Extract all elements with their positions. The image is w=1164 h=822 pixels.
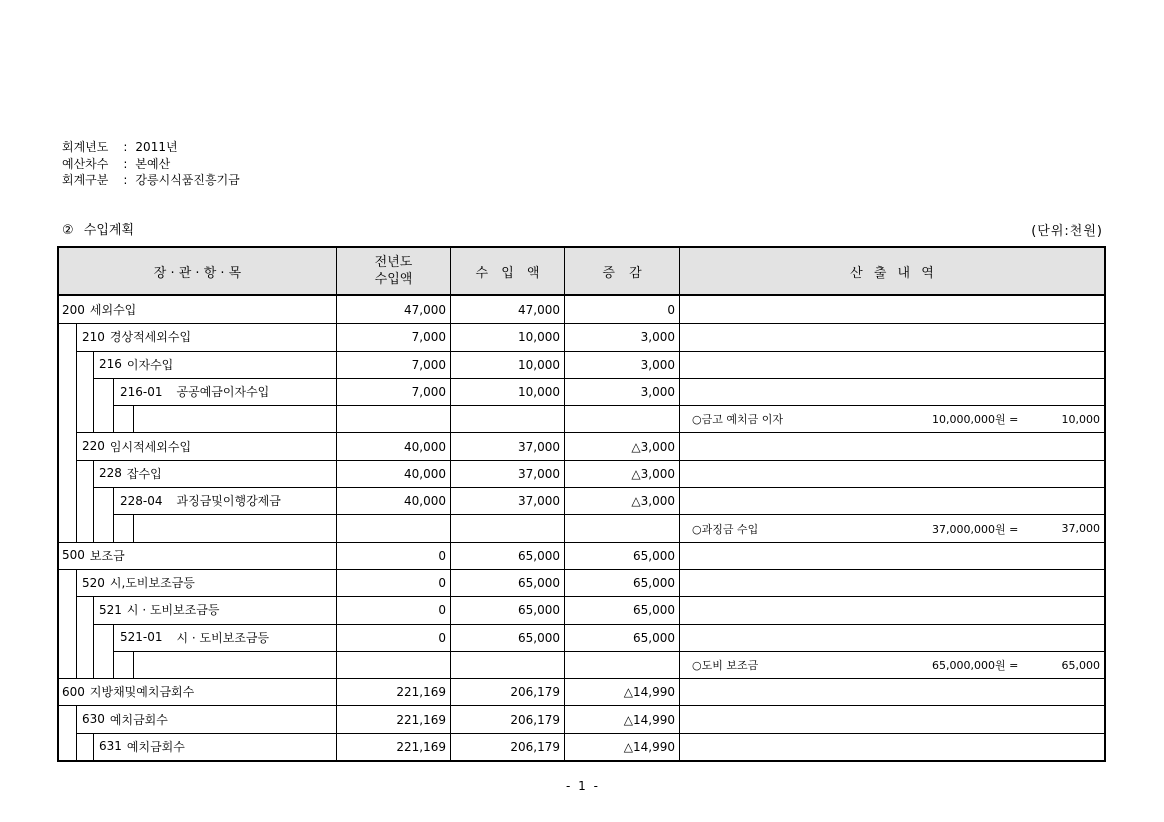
revenue-amount: 65,000	[450, 624, 564, 651]
breakdown-cell	[679, 351, 1104, 378]
account-cell	[59, 378, 336, 405]
table-row	[59, 624, 1104, 651]
table-row	[59, 378, 1104, 405]
account-name: 지방채및예치금회수	[89, 685, 195, 700]
account-code: 600	[62, 684, 85, 699]
account-name: 보조금	[89, 548, 125, 563]
breakdown-calculation: 37,000,000원 =	[932, 522, 1019, 536]
breakdown-cell	[679, 678, 1104, 705]
breakdown-cell	[679, 487, 1104, 514]
breakdown-cell	[679, 705, 1104, 732]
header-breakdown: 산 출 내 역	[679, 248, 1104, 294]
revenue-amount: 206,179	[450, 678, 564, 705]
table-row	[59, 487, 1104, 514]
breakdown-cell	[679, 569, 1104, 596]
breakdown-cell	[679, 460, 1104, 487]
revenue-amount: 65,000	[450, 596, 564, 623]
account-code: 520	[82, 575, 105, 590]
prev-year-revenue: 0	[336, 624, 450, 651]
breakdown-amount: 37,000	[1061, 522, 1100, 536]
table-row	[59, 432, 1104, 459]
prev-year-revenue: 40,000	[336, 460, 450, 487]
table-row	[59, 733, 1104, 760]
revenue-amount: 10,000	[450, 351, 564, 378]
table-row	[59, 460, 1104, 487]
table-row	[59, 596, 1104, 623]
revenue-amount	[450, 514, 564, 541]
revenue-amount: 65,000	[450, 569, 564, 596]
change-amount	[564, 514, 679, 541]
breakdown-cell	[679, 432, 1104, 459]
account-cell	[59, 733, 336, 760]
table-header	[59, 248, 1104, 296]
section-title: ② 수입계획	[62, 223, 135, 238]
account-cell	[59, 651, 336, 678]
account-cell	[59, 351, 336, 378]
breakdown-cell	[679, 378, 1104, 405]
header-account: 장 · 관 · 항 · 목	[59, 248, 336, 294]
unit-label: (단위:천원)	[1031, 224, 1103, 239]
table-row	[59, 351, 1104, 378]
prev-year-revenue	[336, 514, 450, 541]
breakdown-cell	[679, 733, 1104, 760]
revenue-amount	[450, 651, 564, 678]
breakdown-item: ○과징금 수입	[692, 522, 759, 536]
change-amount: 65,000	[564, 569, 679, 596]
account-name: 시 · 도비보조금등	[176, 630, 270, 645]
prev-year-revenue: 221,169	[336, 678, 450, 705]
breakdown-item: ○도비 보조금	[692, 659, 759, 672]
breakdown-cell	[679, 296, 1104, 323]
header-prev-year-line1: 전년도	[374, 255, 413, 270]
breakdown-cell	[679, 323, 1104, 350]
breakdown-cell	[679, 542, 1104, 569]
revenue-amount: 37,000	[450, 460, 564, 487]
change-amount: 65,000	[564, 624, 679, 651]
account-name: 공공예금이자수입	[176, 385, 270, 400]
account-cell	[59, 596, 336, 623]
prev-year-revenue: 221,169	[336, 705, 450, 732]
prev-year-revenue	[336, 651, 450, 678]
account-name: 이자수입	[126, 357, 174, 372]
info-label: 회계년도	[62, 140, 109, 154]
change-amount	[564, 405, 679, 432]
change-amount: 3,000	[564, 323, 679, 350]
change-amount: 0	[564, 296, 679, 323]
breakdown-calculation: 10,000,000원 =	[932, 413, 1019, 427]
prev-year-revenue	[336, 405, 450, 432]
account-cell	[59, 624, 336, 651]
account-code: 521-01	[120, 630, 163, 645]
account-code: 200	[62, 302, 85, 317]
prev-year-revenue: 7,000	[336, 323, 450, 350]
account-cell	[59, 678, 336, 705]
revenue-amount: 206,179	[450, 733, 564, 760]
breakdown-cell	[679, 514, 1104, 541]
table-row-detail	[59, 514, 1104, 541]
change-amount: △3,000	[564, 460, 679, 487]
account-code: 630	[82, 712, 105, 727]
account-code: 210	[82, 329, 105, 344]
prev-year-revenue: 0	[336, 596, 450, 623]
change-amount: △14,990	[564, 678, 679, 705]
table-row	[59, 569, 1104, 596]
info-account-type	[62, 172, 240, 189]
page-number: - 1 -	[566, 779, 598, 793]
revenue-amount: 206,179	[450, 705, 564, 732]
breakdown-amount: 10,000	[1061, 412, 1100, 426]
account-code: 228	[99, 466, 122, 481]
account-name: 잡수입	[126, 466, 162, 481]
revenue-amount	[450, 405, 564, 432]
account-name: 시,도비보조금등	[109, 576, 195, 591]
info-separator: :	[123, 156, 128, 171]
revenue-amount: 10,000	[450, 378, 564, 405]
account-cell	[59, 514, 336, 541]
table-row	[59, 705, 1104, 732]
account-name: 시 · 도비보조금등	[126, 603, 220, 618]
prev-year-revenue: 40,000	[336, 487, 450, 514]
account-cell	[59, 460, 336, 487]
breakdown-cell	[679, 624, 1104, 651]
change-amount	[564, 651, 679, 678]
prev-year-revenue: 221,169	[336, 733, 450, 760]
info-separator: :	[123, 173, 128, 187]
info-budget-round	[62, 156, 240, 173]
breakdown-cell	[679, 651, 1104, 678]
change-amount: △3,000	[564, 487, 679, 514]
change-amount: 65,000	[564, 542, 679, 569]
revenue-amount: 47,000	[450, 296, 564, 323]
account-cell	[59, 323, 336, 350]
account-cell	[59, 405, 336, 432]
account-name: 예치금회수	[126, 739, 185, 754]
header-revenue: 수 입 액	[450, 248, 564, 294]
account-cell	[59, 487, 336, 514]
change-amount: 3,000	[564, 351, 679, 378]
table-row	[59, 542, 1104, 569]
account-code: 521	[99, 602, 122, 617]
revenue-amount: 37,000	[450, 487, 564, 514]
breakdown-item: ○금고 예치금 이자	[692, 413, 783, 427]
change-amount: △14,990	[564, 705, 679, 732]
prev-year-revenue: 40,000	[336, 432, 450, 459]
account-name: 임시적세외수입	[109, 439, 192, 454]
change-amount: 3,000	[564, 378, 679, 405]
breakdown-cell	[679, 596, 1104, 623]
table-row	[59, 296, 1104, 323]
info-value: 2011년	[135, 140, 178, 154]
header-change: 증 감	[564, 248, 679, 294]
revenue-plan-table	[57, 246, 1106, 762]
account-name: 경상적세외수입	[109, 330, 192, 345]
table-row-detail	[59, 651, 1104, 678]
header-prev-year-line2: 수입액	[374, 272, 413, 287]
account-cell	[59, 705, 336, 732]
prev-year-revenue: 7,000	[336, 378, 450, 405]
prev-year-revenue: 7,000	[336, 351, 450, 378]
table-row	[59, 678, 1104, 705]
account-name: 세외수입	[89, 303, 137, 318]
revenue-amount: 65,000	[450, 542, 564, 569]
prev-year-revenue: 47,000	[336, 296, 450, 323]
info-label: 예산차수	[62, 156, 109, 171]
breakdown-amount: 65,000	[1061, 658, 1100, 672]
info-label: 회계구분	[62, 173, 109, 187]
info-separator: :	[123, 140, 128, 154]
account-name: 예치금회수	[109, 712, 168, 727]
account-code: 216	[99, 357, 122, 372]
change-amount: △14,990	[564, 733, 679, 760]
document-info	[62, 139, 240, 189]
prev-year-revenue: 0	[336, 542, 450, 569]
change-amount: 65,000	[564, 596, 679, 623]
prev-year-revenue: 0	[336, 569, 450, 596]
breakdown-cell	[679, 405, 1104, 432]
breakdown-calculation: 65,000,000원 =	[932, 659, 1019, 672]
table-row-detail	[59, 405, 1104, 432]
account-cell	[59, 432, 336, 459]
revenue-amount: 37,000	[450, 432, 564, 459]
account-code: 500	[62, 548, 85, 563]
account-name: 과징금및이행강제금	[176, 494, 281, 509]
table-row	[59, 323, 1104, 350]
revenue-amount: 10,000	[450, 323, 564, 350]
info-value: 본예산	[135, 156, 171, 171]
info-fiscal-year	[62, 139, 240, 156]
info-value: 강릉시식품진흥기금	[135, 173, 240, 187]
account-code: 631	[99, 739, 122, 754]
header-prev-year-revenue	[336, 248, 450, 294]
account-cell	[59, 542, 336, 569]
change-amount: △3,000	[564, 432, 679, 459]
account-cell	[59, 569, 336, 596]
account-code: 216-01	[120, 384, 163, 399]
account-code: 220	[82, 439, 105, 454]
account-cell	[59, 296, 336, 323]
account-code: 228-04	[120, 493, 163, 508]
